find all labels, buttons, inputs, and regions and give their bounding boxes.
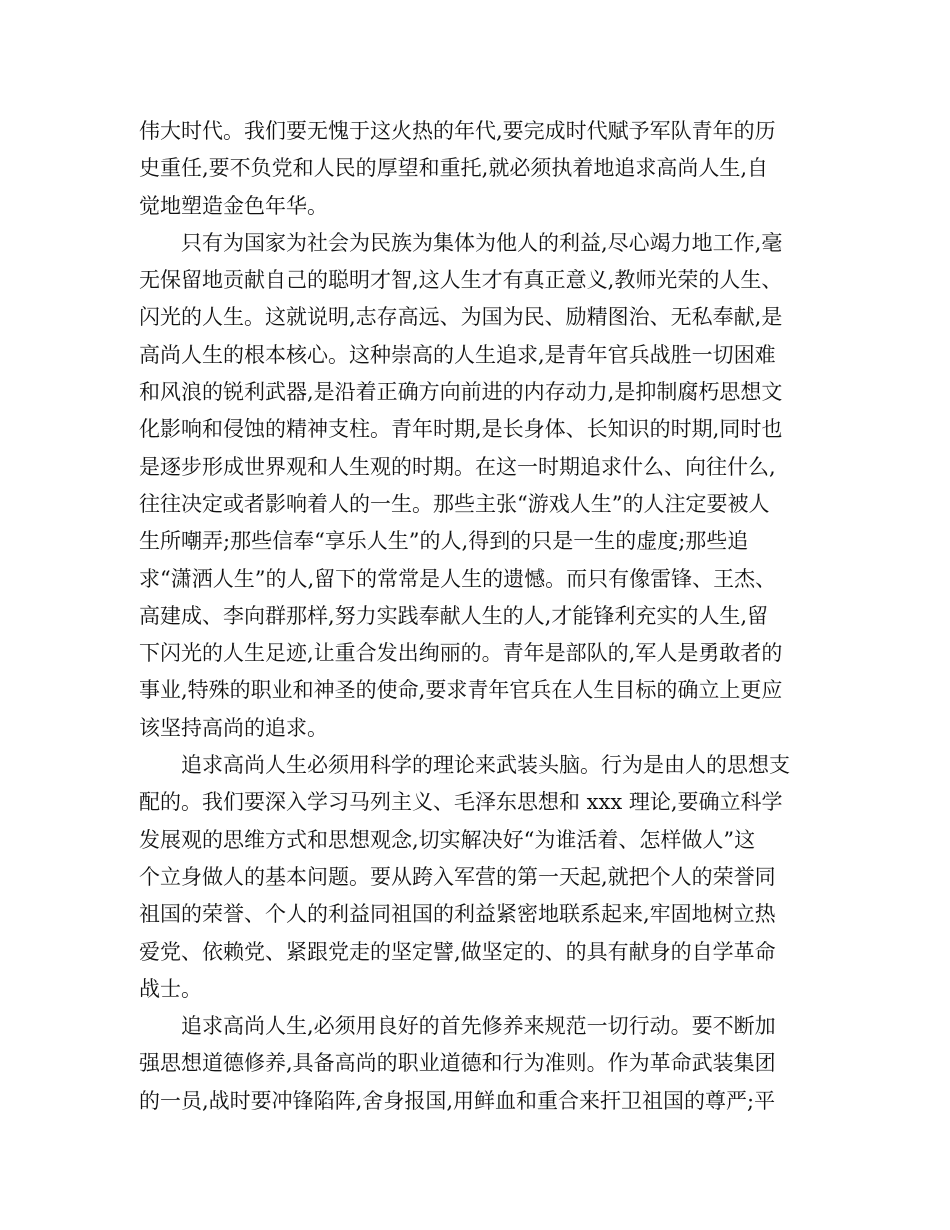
text-line: 高尚人生的根本核心。这种崇高的人生追求,是青年官兵战胜一切困难	[139, 342, 776, 367]
text-line: 下闪光的人生足迹,让重合发出绚丽的。青年是部队的,军人是勇敢者的	[139, 641, 783, 666]
text-line: 史重任,要不负党和人民的厚望和重托,就必须执着地追求高尚人生,自	[139, 156, 769, 181]
text-line: 个立身做人的基本问题。要从跨入军营的第一天起,就把个人的荣誉同	[139, 864, 776, 889]
text-line: 只有为国家为社会为民族为集体为他人的利益,尽心竭力地工作,毫	[181, 230, 783, 255]
document-body	[139, 113, 829, 1120]
paragraph	[139, 113, 829, 225]
text-line: 高建成、李向群那样,努力实践奉献人生的人,才能锋利充实的人生,留	[139, 603, 769, 628]
text-line: 求“潇洒人生”的人,留下的常常是人生的遗憾。而只有像雷锋、王杰、	[139, 566, 777, 591]
text-line: 发展观的思维方式和思想观念,切实解决好“为谁活着、怎样做人”这	[139, 827, 756, 852]
text-line: 生所嘲弄;那些信奉“享乐人生”的人,得到的只是一生的虚度;那些追	[139, 529, 749, 554]
text-line: 爱党、依赖党、紧跟党走的坚定譬,做坚定的、的具有献身的自学革命	[139, 939, 776, 964]
paragraph	[139, 225, 829, 747]
text-line: 往往决定或者影响着人的一生。那些主张“游戏人生”的人注定要被人	[139, 491, 770, 516]
text-line: 伟大时代。我们要无愧于这火热的年代,要完成时代赋予军队青年的历	[139, 119, 776, 143]
text-line: 闪光的人生。这就说明,志存高远、为国为民、励精图治、无私奉献,是	[139, 305, 783, 330]
text-line: 和风浪的锐利武器,是沿着正确方向前进的内存动力,是抑制腐朽思想文	[139, 380, 783, 405]
text-line: 事业,特殊的职业和神圣的使命,要求青年官兵在人生目标的确立上更应	[139, 678, 783, 703]
text-line: 强思想道德修养,具备高尚的职业道德和行为准则。作为革命武装集团	[139, 1051, 776, 1076]
paragraph	[139, 747, 829, 1008]
text-line: 配的。我们要深入学习马列主义、毛泽东思想和 xxx 理论,要确立科学	[139, 790, 783, 815]
paragraph	[139, 1008, 829, 1120]
text-line: 追求高尚人生,必须用良好的首先修养来规范一切行动。要不断加	[181, 1014, 776, 1039]
text-line: 化影响和侵蚀的精神支柱。青年时期,是长身体、长知识的时期,同时也	[139, 417, 783, 442]
text-line: 的一员,战时要冲锋陷阵,舍身报国,用鲜血和重合来扞卫祖国的尊严;平	[139, 1088, 776, 1113]
text-line: 追求高尚人生必须用科学的理论来武装头脑。行为是由人的思想支	[181, 753, 790, 778]
text-line: 祖国的荣誉、个人的利益同祖国的利益紧密地联系起来,牢固地树立热	[139, 902, 776, 927]
text-line: 是逐步形成世界观和人生观的时期。在这一时期追求什么、向往什么,	[139, 454, 776, 479]
text-line: 战士。	[139, 976, 202, 1001]
text-line: 觉地塑造金色年华。	[139, 193, 328, 218]
text-line: 无保留地贡献自己的聪明才智,这人生才有真正意义,教师光荣的人生、	[139, 268, 783, 293]
text-line: 该坚持高尚的追求。	[139, 715, 328, 740]
